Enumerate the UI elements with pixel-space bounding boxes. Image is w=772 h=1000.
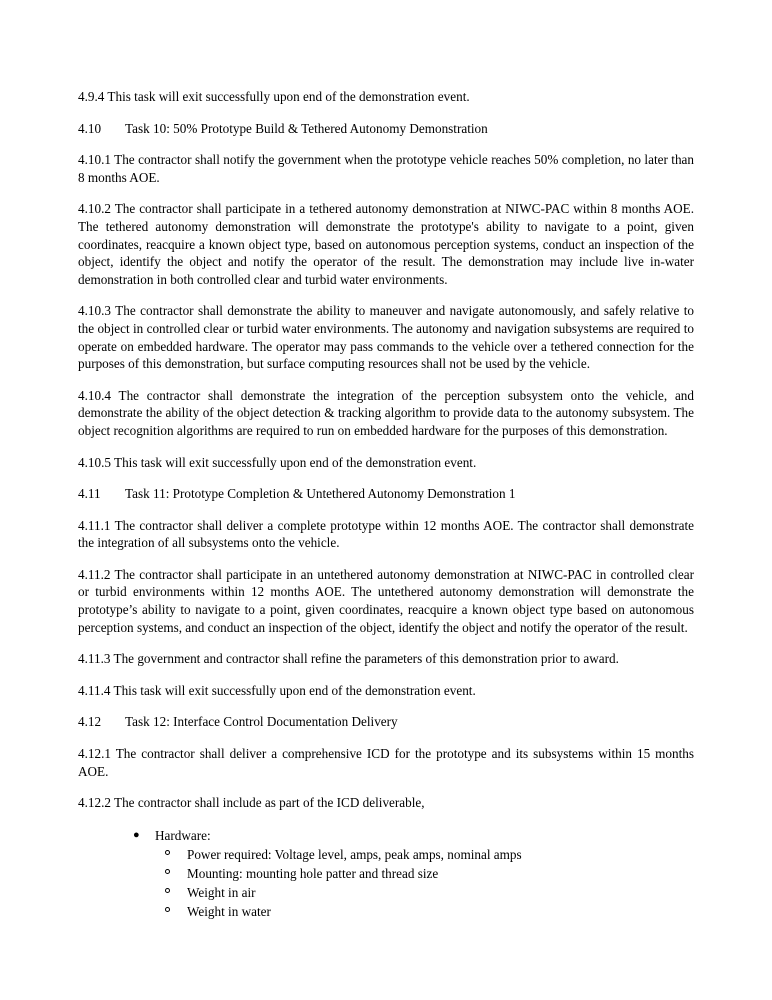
paragraph-4-10-1: 4.10.1 The contractor shall notify the government when the prototype vehicle reaches 50% completion, no later than 8 months AOE. [78, 152, 694, 185]
paragraph-4-10-5: 4.10.5 This task will exit successfully upon end of the demonstration event. [78, 454, 477, 470]
hollow-bullet-icon [165, 907, 170, 912]
section-heading-4-10 [78, 120, 694, 138]
list-item [155, 902, 694, 921]
list-item-label: Weight in water [187, 903, 271, 919]
paragraph-4-10-2: 4.10.2 The contractor shall participate in a tethered autonomy demonstration at NIWC-PAC within 8 months AOE. The tethered autonomy demonstration will demonstrate the prototype's ability to navigate to a point, given coordinates, reacquire a known object type, based on autonomous perception systems, conduct an inspection of the object, identify the object and notify the operator of the result. The demonstration may include live in-water demonstration in both controlled clear and turbid water environments. [78, 201, 694, 287]
section-heading-4-11 [78, 485, 694, 503]
paragraph-4-12-2: 4.12.2 The contractor shall include as part of the ICD deliverable, [78, 795, 425, 811]
hollow-bullet-icon [165, 888, 170, 893]
list-item-label: Mounting: mounting hole patter and thread size [187, 865, 439, 881]
hollow-bullet-icon [165, 850, 170, 855]
section-number: 4.11 [78, 486, 101, 502]
section-heading-4-12 [78, 713, 694, 731]
section-title: Task 11: Prototype Completion & Untethered Autonomy Demonstration 1 [125, 486, 516, 502]
list-item [155, 864, 694, 883]
list-item [125, 826, 694, 921]
section-number: 4.10 [78, 120, 102, 136]
paragraph-4-10-3: 4.10.3 The contractor shall demonstrate the ability to maneuver and navigate autonomously, and safely relative to the object in controlled clear or turbid water environments. The autonomy and navigation subsystems are required to operate on embedded hardware. The operator may pass commands to the vehicle over a tethered connection for the purposes of this demonstration, but surface computing resources shall not be used by the vehicle. [78, 303, 694, 372]
bullet-list-level-2 [155, 845, 694, 921]
list-item-label: Hardware: [155, 827, 211, 843]
paragraph-4-12-1: 4.12.1 The contractor shall deliver a comprehensive ICD for the prototype and its subsystems within 15 months AOE. [78, 746, 694, 779]
list-item [155, 883, 694, 902]
icd-deliverable-list [125, 826, 694, 921]
section-number: 4.12 [78, 714, 102, 730]
list-item-label: Power required: Voltage level, amps, peak amps, nominal amps [187, 846, 522, 862]
paragraph-4-11-3: 4.11.3 The government and contractor shall refine the parameters of this demonstration prior to award. [78, 651, 619, 667]
hollow-bullet-icon [165, 869, 170, 874]
paragraph-4-10-4: 4.10.4 The contractor shall demonstrate the integration of the perception subsystem onto the vehicle, and demonstrate the ability of the object detection & tracking algorithm to provide data to the autonomy subsystem. The object recognition algorithms are required to run on embedded hardware for the purposes of this demonstration. [78, 387, 694, 438]
section-title: Task 10: 50% Prototype Build & Tethered Autonomy Demonstration [125, 120, 488, 136]
paragraph-4-11-4: 4.11.4 This task will exit successfully upon end of the demonstration event. [78, 682, 476, 698]
list-item [155, 845, 694, 864]
bullet-list-level-1 [125, 826, 694, 921]
paragraph-4-9-4: 4.9.4 This task will exit successfully upon end of the demonstration event. [78, 89, 470, 104]
list-item-label: Weight in air [187, 884, 256, 900]
section-title: Task 12: Interface Control Documentation Delivery [125, 714, 398, 730]
paragraph-4-11-2: 4.11.2 The contractor shall participate in an untethered autonomy demonstration at NIWC-PAC in controlled clear or turbid environments within 12 months AOE. The untethered autonomy demonstration will demonstrate the prototype’s ability to navigate to a point, given coordinates, reacquire a known object type based on autonomous perception systems, and conduct an inspection of the object, identify the object and notify the operator of the result. [78, 566, 694, 635]
paragraph-4-11-1: 4.11.1 The contractor shall deliver a complete prototype within 12 months AOE. The contractor shall demonstrate the integration of all subsystems onto the vehicle. [78, 517, 694, 551]
filled-bullet-icon: ● [133, 828, 140, 841]
